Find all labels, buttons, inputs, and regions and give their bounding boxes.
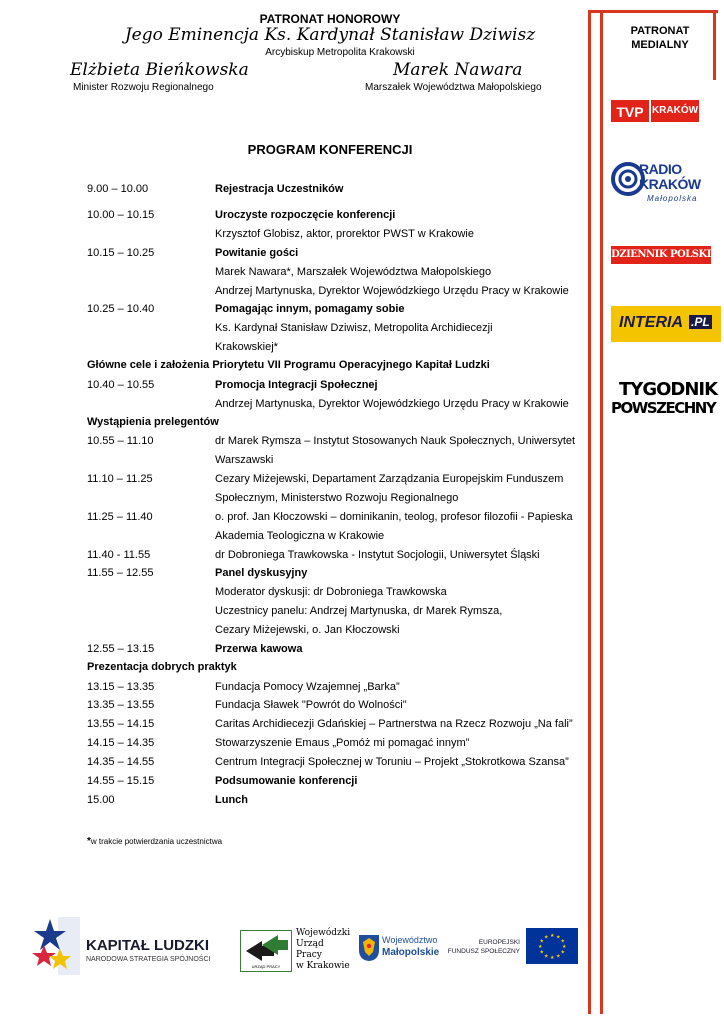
wup-emblem <box>240 930 292 972</box>
person2-role: Marszałek Województwa Małopolskiego <box>365 82 542 93</box>
row-desc: Przerwa kawowa <box>215 643 303 655</box>
row-desc: Andrzej Martynuska, Dyrektor Wojewódzkiego Urzędu Pracy w Krakowie <box>215 285 569 297</box>
wup-line4: w Krakowie <box>296 961 350 971</box>
tvp-krakow-logo <box>611 100 699 122</box>
row-desc: Pomagając innym, pomagamy sobie <box>215 303 405 315</box>
row-time: 13.15 – 13.35 <box>87 681 155 693</box>
red-vertical-line-right <box>713 10 716 80</box>
row-desc: Centrum Integracji Społecznej w Toruniu – Projekt „Stokrotkowa Szansa” <box>215 756 569 768</box>
row-desc: Uroczyste rozpoczęcie konferencji <box>215 209 396 221</box>
row-time: 13.55 – 14.15 <box>87 718 155 730</box>
row-desc: Cezary Miżejewski, Departament Zarządzania Europejskim Funduszem <box>215 473 564 485</box>
section-heading-3: Prezentacja dobrych praktyk <box>87 661 237 673</box>
malopolska-crest-icon <box>358 934 380 962</box>
row-time: 14.35 – 14.55 <box>87 756 155 768</box>
wup-line1: Wojewódzki <box>296 928 351 938</box>
kapital-ludzki-subtitle: NARODOWA STRATEGIA SPÓJNOŚCI <box>86 956 211 963</box>
red-vertical-line-2 <box>600 10 603 1014</box>
row-desc: Rejestracja Uczestników <box>215 183 344 195</box>
row-desc: Fundacja Pomocy Wzajemnej „Barka” <box>215 681 400 693</box>
row-desc: Uczestnicy panelu: Andrzej Martynuska, dr Marek Rymsza, <box>215 605 503 617</box>
row-desc: Ks. Kardynał Stanisław Dziwisz, Metropolita Archidiecezji <box>215 322 493 334</box>
wup-text <box>296 928 350 972</box>
row-desc: Panel dyskusyjny <box>215 567 308 579</box>
row-time: 11.55 – 12.55 <box>87 567 154 579</box>
row-desc: Cezary Miżejewski, o. Jan Kłoczowski <box>215 624 400 636</box>
row-desc: Caritas Archidiecezji Gdańskiej – Partnerstwa na Rzecz Rozwoju „Na fali” <box>215 718 573 730</box>
wup-line2: Urząd <box>296 939 324 949</box>
row-time: 15.00 <box>87 794 115 806</box>
media-title-line1: PATRONAT <box>630 25 690 37</box>
media-title-line2: MEDIALNY <box>631 39 689 51</box>
wup-arrows-icon <box>242 933 292 963</box>
row-time: 12.55 – 13.15 <box>87 643 155 655</box>
row-desc: Moderator dyskusji: dr Dobroniega Trawkowska <box>215 586 447 598</box>
row-desc: Akademia Teologiczna w Krakowie <box>215 530 385 542</box>
dziennik-polski-logo: DZIENNIK POLSKI <box>611 246 711 264</box>
person1-role: Minister Rozwoju Regionalnego <box>73 82 214 93</box>
program-title: PROGRAM KONFERENCJI <box>247 142 413 157</box>
row-desc: dr Marek Rymsza – Instytut Stosowanych Nauk Społecznych, Uniwersytet <box>215 435 576 447</box>
footnote <box>87 836 222 847</box>
row-desc: Powitanie gości <box>215 247 299 259</box>
eu-stars-icon <box>526 928 578 964</box>
svg-text:★: ★ <box>544 934 549 941</box>
interia-pl-label: .PL <box>691 315 710 329</box>
svg-text:★: ★ <box>550 933 555 939</box>
svg-text:★: ★ <box>539 938 544 945</box>
row-desc: Fundacja Sławek "Powrót do Wolności" <box>215 699 407 711</box>
cardinal-name: Jego Eminencja Ks. Kardynał Stanisław Dziwisz <box>124 25 536 45</box>
wup-small-label: URZĄD PRACY <box>251 964 281 969</box>
row-time: 11.10 – 11.25 <box>87 473 153 485</box>
row-time: 9.00 – 10.00 <box>87 183 149 195</box>
red-horizontal-line <box>588 10 718 13</box>
efs-text <box>440 938 520 960</box>
section-heading-2: Wystąpienia prelegentów <box>87 416 219 428</box>
row-desc: Stowarzyszenie Emaus „Pomóż mi pomagać innym” <box>215 737 470 749</box>
kapital-ludzki-title: KAPITAŁ LUDZKI <box>86 937 210 954</box>
wm-line2: Małopolskie <box>382 947 440 958</box>
efs-line1: EUROPEJSKI <box>478 939 520 946</box>
tygodnik-powszechny-logo <box>611 380 721 424</box>
interia-label: INTERIA <box>619 314 683 331</box>
svg-text:★: ★ <box>538 944 543 950</box>
row-time: 10.00 – 10.15 <box>87 209 155 221</box>
row-desc: Lunch <box>215 794 248 806</box>
kapital-ludzki-star-icon <box>30 915 82 977</box>
row-time: 13.35 – 13.55 <box>87 699 155 711</box>
radio-label: RADIO <box>639 161 682 177</box>
row-desc: Marek Nawara*, Marszałek Województwa Małopolskiego <box>215 266 492 278</box>
svg-text:★: ★ <box>550 955 555 961</box>
wojewodztwo-malopolskie-logo <box>358 932 440 966</box>
row-desc: o. prof. Jan Kłoczowski – dominikanin, teolog, profesor filozofii - Papieska <box>215 511 573 523</box>
person1-name: Elżbieta Bieńkowska <box>70 60 249 80</box>
svg-text:★: ★ <box>556 934 561 941</box>
row-desc: Andrzej Martynuska, Dyrektor Wojewódzkiego Urzędu Pracy w Krakowie <box>215 398 569 410</box>
interia-logo <box>611 306 721 342</box>
person2-name: Marek Nawara <box>393 60 523 80</box>
row-desc: Promocja Integracji Społecznej <box>215 379 378 391</box>
row-desc: Warszawski <box>215 454 274 466</box>
efs-line2: FUNDUSZ SPOŁECZNY <box>447 948 520 955</box>
row-time: 11.40 - 11.55 <box>87 549 151 561</box>
footnote-text: w trakcie potwierdzania uczestnictwa <box>90 837 223 846</box>
red-vertical-line-1 <box>588 10 591 1014</box>
media-title <box>610 24 710 52</box>
radio-krakow-logo <box>611 160 711 205</box>
cardinal-role: Arcybiskup Metropolita Krakowski <box>265 47 415 58</box>
row-desc: Krzysztof Globisz, aktor, prorektor PWST w Krakowie <box>215 228 474 240</box>
patronage-title: PATRONAT HONOROWY <box>259 12 401 26</box>
row-time: 10.15 – 10.25 <box>87 247 155 259</box>
wup-krakow-logo <box>240 928 352 974</box>
svg-text:★: ★ <box>544 953 549 960</box>
kapital-ludzki-logo <box>30 915 230 980</box>
svg-text:★: ★ <box>556 953 561 960</box>
svg-text:★: ★ <box>562 944 567 950</box>
tvp-krakow-box: KRAKÓW <box>651 100 699 122</box>
footnote-star: * <box>87 836 91 847</box>
row-time: 10.25 – 10.40 <box>87 303 155 315</box>
section-heading-1: Główne cele i założenia Priorytetu VII Programu Operacyjnego Kapitał Ludzki <box>87 359 490 371</box>
wm-line1: Województwo <box>382 935 438 945</box>
row-desc: Społecznym, Ministerstwo Rozwoju Regionalnego <box>215 492 459 504</box>
row-time: 11.25 – 11.40 <box>87 511 153 523</box>
row-desc: Podsumowanie konferencji <box>215 775 358 787</box>
tvp-box: TVP <box>611 100 649 122</box>
wup-line3: Pracy <box>296 950 322 960</box>
svg-text:★: ★ <box>539 949 544 956</box>
radio-krakow-label: KRAKÓW <box>639 176 701 192</box>
tygodnik-label: TYGODNIK <box>619 379 718 400</box>
row-time: 14.15 – 14.35 <box>87 737 155 749</box>
row-time: 10.55 – 11.10 <box>87 435 154 447</box>
row-time: 14.55 – 15.15 <box>87 775 155 787</box>
svg-text:★: ★ <box>560 938 565 945</box>
eu-flag <box>526 928 578 964</box>
row-time: 10.40 – 10.55 <box>87 379 155 391</box>
svg-text:★: ★ <box>560 949 565 956</box>
powszechny-label: POWSZECHNY <box>611 399 716 417</box>
row-desc: dr Dobroniega Trawkowska - Instytut Socjologii, Uniwersytet Śląski <box>215 549 540 561</box>
row-desc: Krakowskiej* <box>215 341 278 353</box>
radio-malopolska-label: Małopolska <box>647 194 698 203</box>
